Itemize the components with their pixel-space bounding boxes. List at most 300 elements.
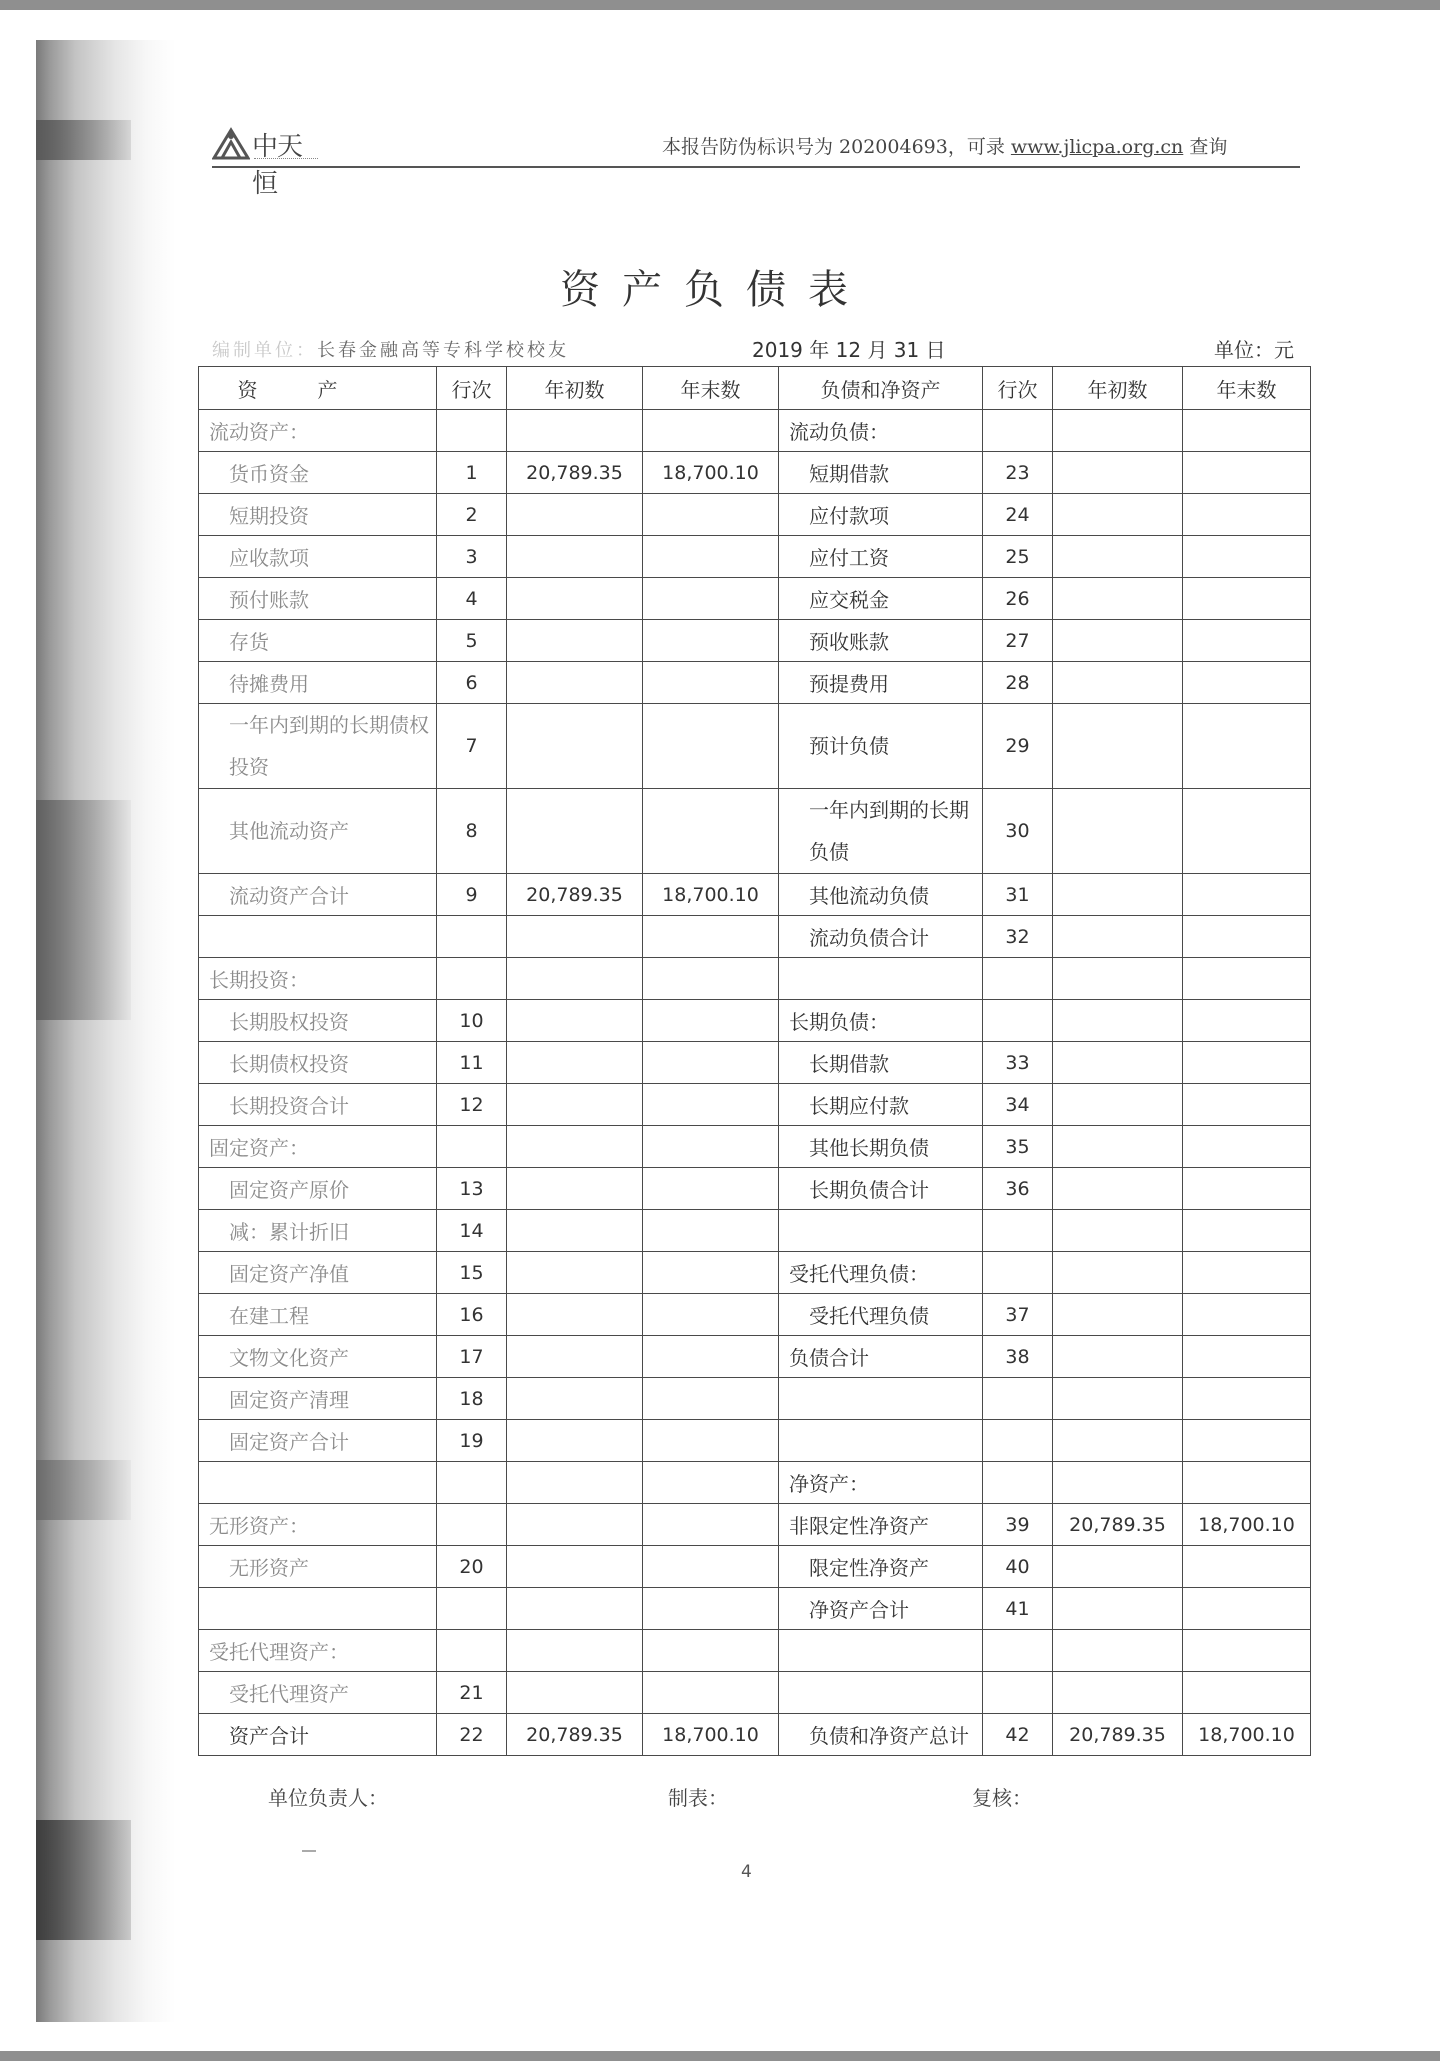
col-asset: 资产 (199, 367, 437, 410)
asset-end-cell (643, 1546, 779, 1588)
table-row (199, 1168, 1311, 1210)
liability-begin-cell (1053, 1084, 1183, 1126)
table-row (199, 1714, 1311, 1756)
asset-row-no-cell: 11 (437, 1042, 507, 1084)
scan-binding-shadow (36, 40, 176, 2022)
asset-end-cell (643, 494, 779, 536)
asset-end-cell (643, 1336, 779, 1378)
asset-name-cell: 应收款项 (199, 536, 437, 578)
liability-row-no-cell: 34 (983, 1084, 1053, 1126)
liability-end-cell (1183, 410, 1311, 452)
liability-begin-cell (1053, 1630, 1183, 1672)
col-begin-2: 年初数 (1053, 367, 1183, 410)
liability-end-cell (1183, 1168, 1311, 1210)
liability-begin-cell (1053, 1210, 1183, 1252)
table-row (199, 704, 1311, 789)
asset-row-no-cell: 18 (437, 1378, 507, 1420)
liability-begin-cell (1053, 620, 1183, 662)
page-title: 资产负债表 (560, 267, 870, 313)
liability-row-no-cell (983, 1672, 1053, 1714)
asset-end-cell (643, 578, 779, 620)
footer-preparer: 制表： (668, 1786, 728, 1810)
asset-name-cell: 受托代理资产： (199, 1630, 437, 1672)
asset-row-no-cell: 12 (437, 1084, 507, 1126)
liability-row-no-cell: 30 (983, 789, 1053, 874)
liability-end-cell (1183, 1042, 1311, 1084)
liability-end-cell (1183, 916, 1311, 958)
col-end: 年末数 (643, 367, 779, 410)
liability-begin-cell (1053, 1168, 1183, 1210)
liability-begin-cell (1053, 1042, 1183, 1084)
liability-row-no-cell: 33 (983, 1042, 1053, 1084)
col-begin: 年初数 (507, 367, 643, 410)
table-body (199, 410, 1311, 1756)
table-row (199, 789, 1311, 874)
liability-end-cell (1183, 704, 1311, 789)
asset-name-cell: 流动资产合计 (199, 874, 437, 916)
asset-begin-cell (507, 578, 643, 620)
asset-row-no-cell (437, 1126, 507, 1168)
asset-begin-cell (507, 1042, 643, 1084)
liability-begin-cell (1053, 1252, 1183, 1294)
asset-begin-cell (507, 1336, 643, 1378)
liability-begin-cell (1053, 1672, 1183, 1714)
liability-row-no-cell: 39 (983, 1504, 1053, 1546)
liability-name-cell: 长期应付款 (779, 1084, 983, 1126)
liability-end-cell (1183, 1336, 1311, 1378)
liability-row-no-cell: 31 (983, 874, 1053, 916)
asset-row-no-cell: 5 (437, 620, 507, 662)
asset-begin-cell (507, 1168, 643, 1210)
liability-begin-cell (1053, 958, 1183, 1000)
asset-name-cell: 货币资金 (199, 452, 437, 494)
liability-row-no-cell (983, 958, 1053, 1000)
liability-row-no-cell: 37 (983, 1294, 1053, 1336)
liability-row-no-cell: 24 (983, 494, 1053, 536)
asset-row-no-cell: 20 (437, 1546, 507, 1588)
liability-name-cell (779, 958, 983, 1000)
liability-row-no-cell: 36 (983, 1168, 1053, 1210)
liability-row-no-cell: 40 (983, 1546, 1053, 1588)
liability-name-cell (779, 1672, 983, 1714)
liability-name-cell (779, 1378, 983, 1420)
note-prefix: 本报告防伪标识号为 202004693，可录 (662, 136, 1011, 158)
liability-row-no-cell: 32 (983, 916, 1053, 958)
asset-row-no-cell (437, 916, 507, 958)
liability-name-cell: 非限定性净资产 (779, 1504, 983, 1546)
asset-name-cell: 短期投资 (199, 494, 437, 536)
asset-row-no-cell (437, 410, 507, 452)
asset-begin-cell (507, 1504, 643, 1546)
liability-begin-cell: 20,789.35 (1053, 1504, 1183, 1546)
liability-end-cell (1183, 958, 1311, 1000)
table-row (199, 1042, 1311, 1084)
asset-name-cell: 流动资产： (199, 410, 437, 452)
liability-end-cell (1183, 789, 1311, 874)
table-row (199, 958, 1311, 1000)
liability-row-no-cell: 27 (983, 620, 1053, 662)
liability-end-cell (1183, 1000, 1311, 1042)
asset-name-cell: 资产合计 (199, 1714, 437, 1756)
asset-begin-cell (507, 789, 643, 874)
asset-begin-cell (507, 1588, 643, 1630)
asset-end-cell (643, 410, 779, 452)
asset-name-cell: 受托代理资产 (199, 1672, 437, 1714)
asset-row-no-cell (437, 1462, 507, 1504)
asset-end-cell (643, 1252, 779, 1294)
asset-row-no-cell: 2 (437, 494, 507, 536)
asset-name-cell: 减：累计折旧 (199, 1210, 437, 1252)
liability-row-no-cell: 42 (983, 1714, 1053, 1756)
liability-end-cell: 18,700.10 (1183, 1714, 1311, 1756)
asset-name-cell (199, 916, 437, 958)
asset-begin-cell (507, 1378, 643, 1420)
liability-end-cell (1183, 1084, 1311, 1126)
table-row (199, 410, 1311, 452)
asset-row-no-cell: 21 (437, 1672, 507, 1714)
liability-end-cell (1183, 1210, 1311, 1252)
currency-unit: 单位：元 (1214, 338, 1294, 362)
pen-mark (302, 1850, 316, 1852)
liability-name-cell: 受托代理负债： (779, 1252, 983, 1294)
liability-row-no-cell (983, 1420, 1053, 1462)
liability-begin-cell (1053, 874, 1183, 916)
liability-end-cell (1183, 874, 1311, 916)
asset-row-no-cell: 17 (437, 1336, 507, 1378)
liability-begin-cell (1053, 1462, 1183, 1504)
table-row (199, 578, 1311, 620)
liability-begin-cell (1053, 1000, 1183, 1042)
asset-begin-cell (507, 958, 643, 1000)
table-row (199, 536, 1311, 578)
liability-begin-cell (1053, 704, 1183, 789)
asset-name-cell: 存货 (199, 620, 437, 662)
col-liabilities: 负债和净资产 (779, 367, 983, 410)
liability-row-no-cell: 23 (983, 452, 1053, 494)
asset-name-cell: 其他流动资产 (199, 789, 437, 874)
liability-name-cell: 负债合计 (779, 1336, 983, 1378)
liability-name-cell (779, 1630, 983, 1672)
table-row (199, 1588, 1311, 1630)
asset-name-cell (199, 1462, 437, 1504)
page-number: 4 (741, 1862, 752, 1882)
asset-begin-cell (507, 1294, 643, 1336)
asset-row-no-cell: 13 (437, 1168, 507, 1210)
asset-end-cell (643, 916, 779, 958)
table-row (199, 1672, 1311, 1714)
asset-end-cell (643, 1588, 779, 1630)
liability-name-cell: 净资产合计 (779, 1588, 983, 1630)
liability-begin-cell (1053, 1336, 1183, 1378)
table-row (199, 1336, 1311, 1378)
liability-end-cell (1183, 1378, 1311, 1420)
asset-name-cell: 长期股权投资 (199, 1000, 437, 1042)
asset-end-cell (643, 1084, 779, 1126)
verify-url-link[interactable]: www.jlicpa.org.cn (1010, 136, 1184, 158)
liability-row-no-cell (983, 1252, 1053, 1294)
liability-begin-cell (1053, 662, 1183, 704)
table-row (199, 620, 1311, 662)
top-border (0, 0, 1440, 10)
asset-row-no-cell: 22 (437, 1714, 507, 1756)
asset-row-no-cell: 3 (437, 536, 507, 578)
table-row (199, 1210, 1311, 1252)
liability-begin-cell (1053, 410, 1183, 452)
asset-row-no-cell: 16 (437, 1294, 507, 1336)
table-row (199, 916, 1311, 958)
asset-row-no-cell (437, 1588, 507, 1630)
liability-end-cell (1183, 1252, 1311, 1294)
table-row (199, 494, 1311, 536)
asset-name-cell: 固定资产清理 (199, 1378, 437, 1420)
asset-begin-cell (507, 1084, 643, 1126)
logo-subtitle-line (254, 158, 318, 162)
asset-name-cell: 文物文化资产 (199, 1336, 437, 1378)
liability-row-no-cell (983, 1000, 1053, 1042)
table-row (199, 1084, 1311, 1126)
table-row (199, 1294, 1311, 1336)
liability-begin-cell (1053, 1126, 1183, 1168)
asset-row-no-cell: 14 (437, 1210, 507, 1252)
asset-row-no-cell (437, 958, 507, 1000)
asset-row-no-cell: 4 (437, 578, 507, 620)
asset-begin-cell (507, 662, 643, 704)
liability-name-cell: 净资产： (779, 1462, 983, 1504)
liability-end-cell (1183, 1462, 1311, 1504)
asset-name-cell: 固定资产原价 (199, 1168, 437, 1210)
asset-end-cell (643, 1504, 779, 1546)
asset-end-cell (643, 1168, 779, 1210)
liability-begin-cell (1053, 789, 1183, 874)
liability-begin-cell: 20,789.35 (1053, 1714, 1183, 1756)
liability-begin-cell (1053, 1588, 1183, 1630)
asset-row-no-cell: 19 (437, 1420, 507, 1462)
liability-end-cell (1183, 494, 1311, 536)
asset-row-no-cell: 9 (437, 874, 507, 916)
liability-end-cell (1183, 1420, 1311, 1462)
note-suffix: 查询 (1183, 136, 1228, 158)
liability-row-no-cell (983, 1630, 1053, 1672)
mountain-logo-icon (212, 124, 250, 164)
liability-end-cell (1183, 1588, 1311, 1630)
asset-row-no-cell (437, 1504, 507, 1546)
liability-row-no-cell: 41 (983, 1588, 1053, 1630)
asset-end-cell: 18,700.10 (643, 874, 779, 916)
asset-begin-cell (507, 536, 643, 578)
liability-name-cell: 预提费用 (779, 662, 983, 704)
asset-begin-cell (507, 620, 643, 662)
liability-begin-cell (1053, 494, 1183, 536)
anti-counterfeit-note (662, 132, 1227, 159)
footer-responsible: 单位负责人： (268, 1786, 388, 1810)
liability-row-no-cell (983, 1462, 1053, 1504)
asset-row-no-cell: 1 (437, 452, 507, 494)
asset-row-no-cell: 6 (437, 662, 507, 704)
asset-end-cell (643, 789, 779, 874)
table-row (199, 1462, 1311, 1504)
liability-row-no-cell: 38 (983, 1336, 1053, 1378)
asset-row-no-cell: 8 (437, 789, 507, 874)
col-row-no: 行次 (437, 367, 507, 410)
liability-end-cell (1183, 662, 1311, 704)
liability-name-cell: 长期负债： (779, 1000, 983, 1042)
asset-name-cell: 长期投资： (199, 958, 437, 1000)
asset-end-cell (643, 536, 779, 578)
asset-name-cell: 预付账款 (199, 578, 437, 620)
asset-end-cell (643, 958, 779, 1000)
asset-row-no-cell: 7 (437, 704, 507, 789)
asset-end-cell (643, 1672, 779, 1714)
liability-name-cell: 一年内到期的长期负债 (779, 789, 983, 874)
table-row (199, 452, 1311, 494)
entity-label: 编制单位： (212, 340, 317, 361)
asset-end-cell (643, 1462, 779, 1504)
liability-row-no-cell: 25 (983, 536, 1053, 578)
liability-row-no-cell (983, 410, 1053, 452)
asset-begin-cell (507, 1210, 643, 1252)
asset-begin-cell (507, 1546, 643, 1588)
bottom-border (0, 2051, 1440, 2061)
liability-row-no-cell: 29 (983, 704, 1053, 789)
liability-name-cell: 应付工资 (779, 536, 983, 578)
asset-name-cell: 固定资产： (199, 1126, 437, 1168)
reporting-entity (212, 336, 569, 362)
asset-begin-cell: 20,789.35 (507, 1714, 643, 1756)
asset-name-cell: 无形资产： (199, 1504, 437, 1546)
liability-name-cell: 其他长期负债 (779, 1126, 983, 1168)
asset-end-cell (643, 704, 779, 789)
asset-name-cell (199, 1588, 437, 1630)
liability-end-cell (1183, 1630, 1311, 1672)
asset-begin-cell (507, 1672, 643, 1714)
asset-row-no-cell (437, 1630, 507, 1672)
liability-name-cell: 长期负债合计 (779, 1168, 983, 1210)
col-end-2: 年末数 (1183, 367, 1311, 410)
liability-end-cell (1183, 1546, 1311, 1588)
table-row (199, 1420, 1311, 1462)
asset-name-cell: 固定资产合计 (199, 1420, 437, 1462)
liability-name-cell: 应交税金 (779, 578, 983, 620)
liability-row-no-cell (983, 1378, 1053, 1420)
header-divider (212, 166, 1300, 168)
liability-begin-cell (1053, 1546, 1183, 1588)
asset-name-cell: 一年内到期的长期债权投资 (199, 704, 437, 789)
asset-end-cell (643, 662, 779, 704)
liability-name-cell: 其他流动负债 (779, 874, 983, 916)
footer-reviewer: 复核： (972, 1786, 1032, 1810)
entity-name: 长春金融高等专科学校校友 (317, 340, 569, 361)
asset-name-cell: 待摊费用 (199, 662, 437, 704)
asset-begin-cell (507, 1000, 643, 1042)
liability-name-cell: 预收账款 (779, 620, 983, 662)
asset-begin-cell (507, 1462, 643, 1504)
col-row-no-2: 行次 (983, 367, 1053, 410)
asset-end-cell (643, 1630, 779, 1672)
liability-end-cell (1183, 1294, 1311, 1336)
asset-end-cell (643, 620, 779, 662)
liability-begin-cell (1053, 1378, 1183, 1420)
liability-name-cell: 应付款项 (779, 494, 983, 536)
asset-name-cell: 长期投资合计 (199, 1084, 437, 1126)
asset-end-cell (643, 1126, 779, 1168)
asset-end-cell (643, 1042, 779, 1084)
liability-row-no-cell: 26 (983, 578, 1053, 620)
asset-end-cell (643, 1210, 779, 1252)
asset-name-cell: 无形资产 (199, 1546, 437, 1588)
asset-name-cell: 固定资产净值 (199, 1252, 437, 1294)
table-row (199, 1252, 1311, 1294)
liability-row-no-cell: 28 (983, 662, 1053, 704)
table-row (199, 1546, 1311, 1588)
table-row (199, 1630, 1311, 1672)
table-row (199, 874, 1311, 916)
liability-begin-cell (1053, 1420, 1183, 1462)
asset-end-cell (643, 1420, 779, 1462)
logo-text: 中天恒 (252, 132, 303, 199)
asset-end-cell (643, 1294, 779, 1336)
asset-end-cell: 18,700.10 (643, 1714, 779, 1756)
asset-end-cell (643, 1000, 779, 1042)
balance-sheet-table (198, 366, 1311, 1756)
liability-name-cell: 流动负债合计 (779, 916, 983, 958)
asset-begin-cell: 20,789.35 (507, 874, 643, 916)
asset-begin-cell (507, 1252, 643, 1294)
liability-name-cell (779, 1420, 983, 1462)
asset-name-cell: 在建工程 (199, 1294, 437, 1336)
liability-end-cell (1183, 536, 1311, 578)
liability-row-no-cell: 35 (983, 1126, 1053, 1168)
liability-end-cell (1183, 620, 1311, 662)
table-header-row (199, 367, 1311, 410)
liability-begin-cell (1053, 1294, 1183, 1336)
table-row (199, 1126, 1311, 1168)
asset-begin-cell (507, 410, 643, 452)
asset-row-no-cell: 15 (437, 1252, 507, 1294)
liability-name-cell: 长期借款 (779, 1042, 983, 1084)
liability-row-no-cell (983, 1210, 1053, 1252)
table-row (199, 1000, 1311, 1042)
asset-begin-cell: 20,789.35 (507, 452, 643, 494)
asset-end-cell (643, 1378, 779, 1420)
table-row (199, 1504, 1311, 1546)
asset-row-no-cell: 10 (437, 1000, 507, 1042)
liability-name-cell: 限定性净资产 (779, 1546, 983, 1588)
liability-end-cell (1183, 452, 1311, 494)
asset-begin-cell (507, 704, 643, 789)
asset-begin-cell (507, 1126, 643, 1168)
liability-name-cell (779, 1210, 983, 1252)
liability-end-cell (1183, 578, 1311, 620)
asset-begin-cell (507, 494, 643, 536)
liability-name-cell: 负债和净资产总计 (779, 1714, 983, 1756)
asset-begin-cell (507, 916, 643, 958)
liability-end-cell (1183, 1126, 1311, 1168)
liability-begin-cell (1053, 536, 1183, 578)
liability-name-cell: 预计负债 (779, 704, 983, 789)
firm-logo (212, 124, 322, 199)
liability-begin-cell (1053, 578, 1183, 620)
liability-begin-cell (1053, 452, 1183, 494)
asset-end-cell: 18,700.10 (643, 452, 779, 494)
table-row (199, 1378, 1311, 1420)
asset-name-cell: 长期债权投资 (199, 1042, 437, 1084)
liability-end-cell (1183, 1672, 1311, 1714)
asset-begin-cell (507, 1420, 643, 1462)
liability-begin-cell (1053, 916, 1183, 958)
report-date: 2019 年 12 月 31 日 (752, 338, 946, 362)
liability-end-cell: 18,700.10 (1183, 1504, 1311, 1546)
liability-name-cell: 短期借款 (779, 452, 983, 494)
